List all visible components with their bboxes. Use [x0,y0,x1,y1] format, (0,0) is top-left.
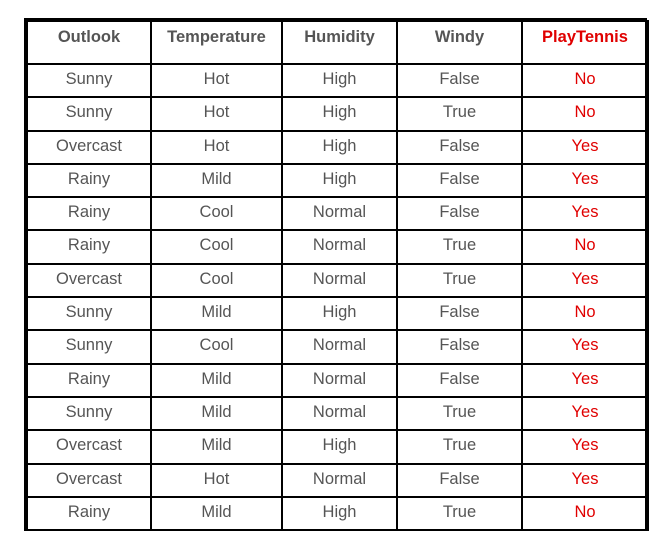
cell-temperature: Hot [151,131,282,164]
cell-outlook: Sunny [27,297,151,330]
cell-temperature: Cool [151,197,282,230]
cell-outlook: Rainy [27,197,151,230]
cell-playtennis: Yes [522,330,648,363]
cell-windy: False [397,164,522,197]
table-row [27,330,648,363]
table-row [27,197,648,230]
cell-playtennis: Yes [522,264,648,297]
cell-windy: True [397,430,522,463]
cell-playtennis: Yes [522,164,648,197]
cell-humidity: Normal [282,397,397,430]
cell-windy: False [397,131,522,164]
cell-temperature: Hot [151,97,282,130]
cell-temperature: Mild [151,397,282,430]
table-row [27,397,648,430]
cell-outlook: Sunny [27,397,151,430]
header-playtennis: PlayTennis [522,21,648,64]
table-row [27,164,648,197]
cell-outlook: Sunny [27,330,151,363]
cell-outlook: Overcast [27,430,151,463]
header-row [27,21,648,64]
cell-outlook: Overcast [27,264,151,297]
cell-temperature: Cool [151,230,282,263]
cell-outlook: Rainy [27,164,151,197]
cell-outlook: Sunny [27,64,151,97]
table-row [27,464,648,497]
cell-humidity: Normal [282,197,397,230]
header-humidity: Humidity [282,21,397,64]
cell-humidity: High [282,297,397,330]
cell-temperature: Mild [151,430,282,463]
table-row [27,497,648,530]
cell-windy: True [397,97,522,130]
cell-windy: True [397,497,522,530]
table-row [27,97,648,130]
cell-windy: True [397,264,522,297]
header-outlook: Outlook [27,21,151,64]
table-row [27,264,648,297]
cell-humidity: High [282,97,397,130]
cell-playtennis: Yes [522,364,648,397]
table-row [27,430,648,463]
cell-humidity: Normal [282,464,397,497]
cell-windy: False [397,464,522,497]
cell-playtennis: No [522,497,648,530]
cell-playtennis: No [522,297,648,330]
table-row [27,297,648,330]
table-row [27,64,648,97]
cell-humidity: Normal [282,330,397,363]
cell-temperature: Hot [151,64,282,97]
cell-windy: False [397,297,522,330]
cell-windy: False [397,364,522,397]
table-row [27,364,648,397]
cell-temperature: Hot [151,464,282,497]
cell-outlook: Overcast [27,464,151,497]
table-row [27,230,648,263]
cell-windy: False [397,330,522,363]
play-tennis-table-container [24,18,647,531]
cell-humidity: Normal [282,264,397,297]
cell-outlook: Sunny [27,97,151,130]
header-temperature: Temperature [151,21,282,64]
cell-windy: True [397,397,522,430]
cell-playtennis: No [522,97,648,130]
cell-windy: True [397,230,522,263]
cell-windy: False [397,197,522,230]
cell-playtennis: Yes [522,430,648,463]
play-tennis-table [26,20,649,531]
cell-outlook: Rainy [27,364,151,397]
cell-temperature: Mild [151,364,282,397]
cell-windy: False [397,64,522,97]
cell-temperature: Cool [151,330,282,363]
cell-humidity: Normal [282,230,397,263]
cell-humidity: High [282,430,397,463]
cell-outlook: Rainy [27,497,151,530]
cell-humidity: High [282,131,397,164]
table-row [27,131,648,164]
cell-outlook: Rainy [27,230,151,263]
cell-playtennis: No [522,230,648,263]
cell-humidity: High [282,497,397,530]
cell-playtennis: Yes [522,131,648,164]
cell-temperature: Mild [151,497,282,530]
cell-temperature: Mild [151,164,282,197]
cell-playtennis: Yes [522,197,648,230]
cell-humidity: High [282,64,397,97]
cell-humidity: Normal [282,364,397,397]
table-body [27,64,648,530]
cell-playtennis: Yes [522,464,648,497]
cell-temperature: Mild [151,297,282,330]
cell-playtennis: Yes [522,397,648,430]
cell-humidity: High [282,164,397,197]
cell-outlook: Overcast [27,131,151,164]
header-windy: Windy [397,21,522,64]
cell-temperature: Cool [151,264,282,297]
table-header [27,21,648,64]
cell-playtennis: No [522,64,648,97]
